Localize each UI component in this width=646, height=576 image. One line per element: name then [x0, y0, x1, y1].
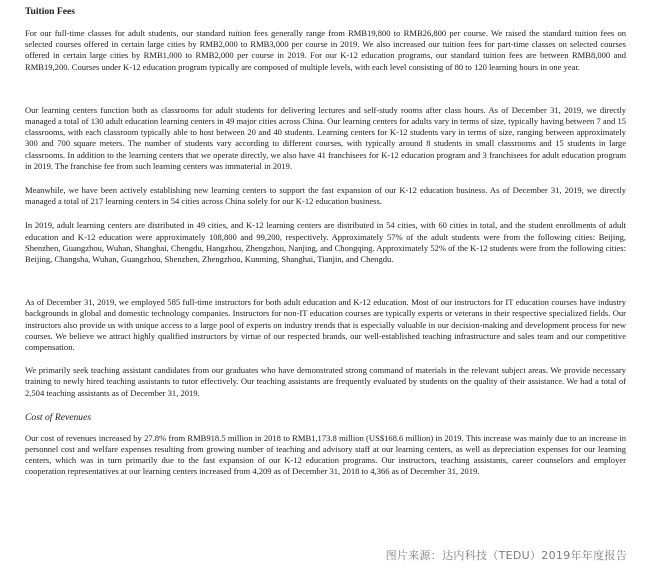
cost-of-revenues-paragraph: Our cost of revenues increased by 27.8% from RMB918.5 million in 2018 to RMB1,173.8 million (US$168.6 million) in 2019. This increase was mainly due to an increase in personnel cost and welfare expenses resulting from growing number of teaching and advisory staff at our learning centers, as well as depreciation expenses for our learning centers, which was in turn primarily due to the fast expansion of our K-12 education programs. Our instructors, teaching assistants, career counselors and employer cooperation representatives at our learning centers increased from 4,209 as of December 31, 2018 to 4,366 as of December 31, 2019. — [25, 432, 626, 477]
teaching-assistants-paragraph: We primarily seek teaching assistant candidates from our graduates who have demonstrated strong command of materials in the relevant subject areas. We provide necessary training to newly hired teaching assistants to tutor effectively. Our teaching assistants are frequently evaluated by students on the quality of their assistance. We had a total of 2,504 teaching assistants as of December 31, 2019. — [25, 365, 626, 398]
image-source-caption: 图片来源：达内科技（TEDU）2019年年度报告 — [385, 549, 627, 562]
learning-centers-paragraph: Our learning centers function both as classrooms for adult students for delivering lectures and self-study rooms after class hours. As of December 31, 2019, we directly managed a total of 130 adult education learning centers in 49 major cities across China. Our learning centers for adults vary in terms of size, typically having between 7 and 15 classrooms, with each classroom typically able to host between 20 and 40 students. Learning centers for K-12 students vary in terms of size, ranging between approximately 300 and 700 square meters. The number of students vary according to different courses, with typically around 8 students in small classrooms and 15 students in large classrooms. In addition to the learning centers that we operate directly, we also have 41 franchisees for K-12 education program and 3 franchisees for adult education program in 2019. The franchise fee from such learning centers was immaterial in 2019. — [25, 104, 626, 171]
distribution-paragraph: In 2019, adult learning centers are distributed in 49 cities, and K-12 learning centers are distributed in 54 cities, with 60 cities in total, and the student enrollments of adult education and K-12 education were approximately 108,800 and 99,200, respectively. Approximately 57% of the adult students were from the following cities: Beijing, Shenzhen, Guangzhou, Wuhan, Shanghai, Chengdu, Hangzhou, Zhengzhou, Nanjing, and Chongqing. Approximately 52% of the K-12 students were from the following cities: Beijing, Changsha, Wuhan, Guangzhou, Shenzhen, Zhengzhou, Kunming, Shanghai, Tianjin, and Chengdu. — [25, 220, 626, 265]
expansion-paragraph: Meanwhile, we have been actively establishing new learning centers to support the fast expansion of our K-12 education business. As of December 31, 2019, we directly managed a total of 217 learning centers in 54 cities across China solely for our K-12 education business. — [25, 185, 626, 207]
document-page — [25, 6, 626, 478]
tuition-fees-heading: Tuition Fees — [25, 6, 76, 17]
cost-of-revenues-heading: Cost of Revenues — [25, 411, 92, 423]
instructors-paragraph: As of December 31, 2019, we employed 585 full-time instructors for both adult education and K-12 education. Most of our instructors for IT education courses have industry backgrounds in global and domestic technology companies. Instructors for non-IT education courses are typically experts or veterans in their respective specialized fields. Our instructors also provide us with unique access to a large pool of experts on industry trends that is especially valuable in our decision-making and development process for new courses. We believe we attract highly qualified instructors by virtue of our respected brands, our well-established teaching infrastructure and sales team and our competitive compensation. — [25, 297, 626, 353]
tuition-fees-paragraph: For our full-time classes for adult students, our standard tuition fees generally range from RMB19,800 to RMB26,800 per course. We raised the standard tuition fees on selected courses offered in certain large cities by RMB2,000 to RMB3,000 per course in 2019. We also increased our tuition fees for part-time classes on selected courses offered in certain large cities by RMB1,000 to RMB2,000 per course in 2019. For our K-12 education programs, our standard tuition fees are between RMB8,000 and RMB19,200. Courses under K-12 education program typically are composed of multiple levels, with each level consisting of 80 to 120 learning hours in one year. — [25, 28, 626, 72]
